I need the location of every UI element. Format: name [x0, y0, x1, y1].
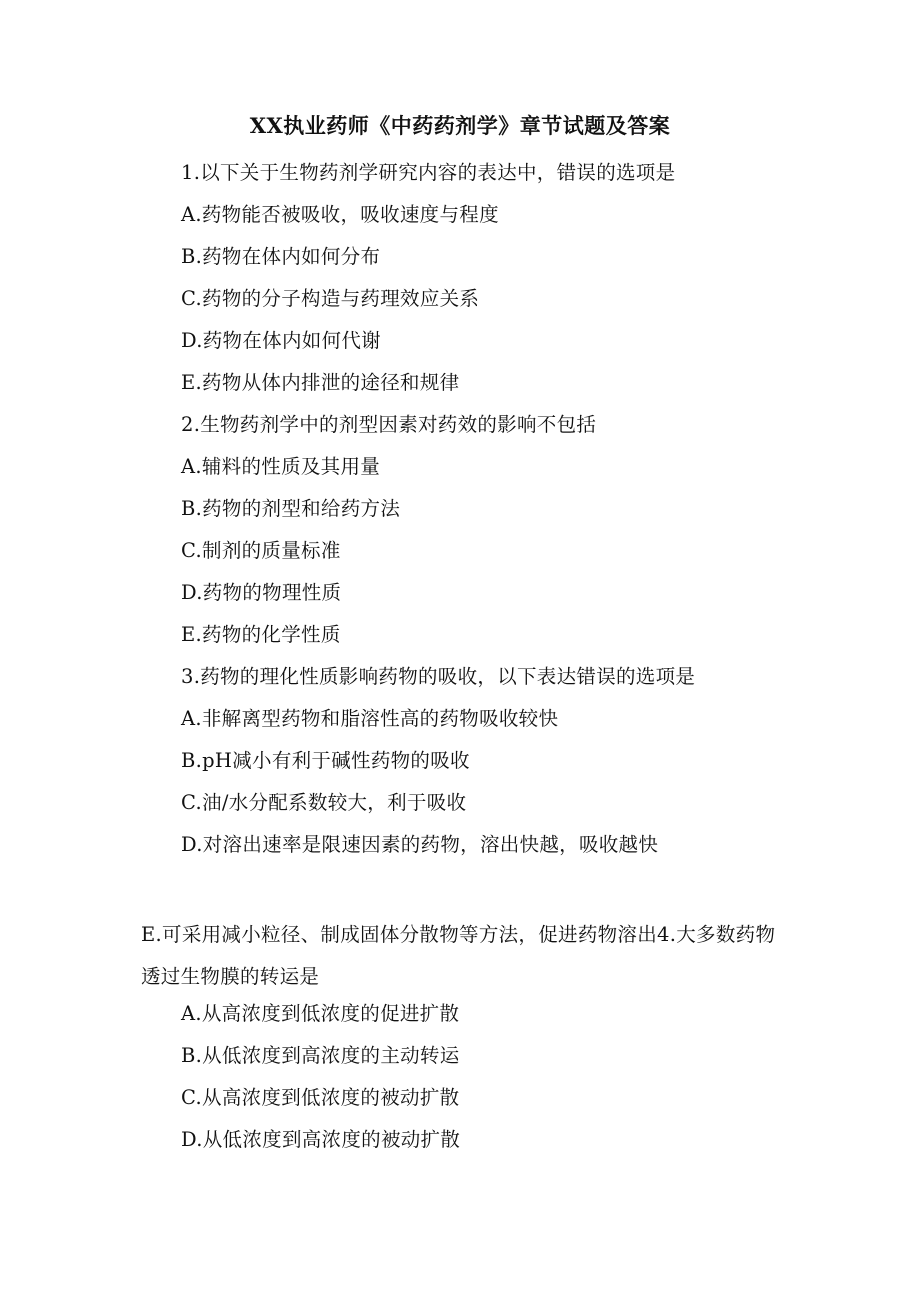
question-4-option-d: D.从低浓度到高浓度的被动扩散 — [181, 1128, 461, 1151]
question-2-option-c: C.制剂的质量标准 — [181, 539, 341, 562]
question-2-option-a: A.辅料的性质及其用量 — [181, 455, 381, 478]
question-1: 1.以下关于生物药剂学研究内容的表达中，错误的选项是 — [181, 161, 676, 184]
question-3: 3.药物的理化性质影响药物的吸收，以下表达错误的选项是 — [181, 665, 696, 688]
question-4-option-b: B.从低浓度到高浓度的主动转运 — [181, 1044, 460, 1067]
question-1-option-b: B.药物在体内如何分布 — [181, 245, 381, 268]
question-1-option-e: E.药物从体内排泄的途径和规律 — [181, 371, 460, 394]
question-2-option-d: D.药物的物理性质 — [181, 581, 342, 604]
question-2-option-e: E.药物的化学性质 — [181, 623, 341, 646]
question-1-option-d: D.药物在体内如何代谢 — [181, 329, 381, 352]
question-2-option-b: B.药物的剂型和给药方法 — [181, 497, 401, 520]
question-4-option-c: C.从高浓度到低浓度的被动扩散 — [181, 1086, 460, 1109]
question-3-option-c: C.油/水分配系数较大，利于吸收 — [181, 791, 467, 814]
question-3-option-e-and-question-4: E.可采用减小粒径、制成固体分散物等方法，促进药物溶出4.大多数药物透过生物膜的转运是 — [141, 923, 776, 988]
question-3-option-d: D.对溶出速率是限速因素的药物，溶出快越，吸收越快 — [181, 833, 659, 856]
question-1-option-c: C.药物的分子构造与药理效应关系 — [181, 287, 480, 310]
question-2: 2.生物药剂学中的剂型因素对药效的影响不包括 — [181, 413, 597, 436]
question-4-option-a: A.从高浓度到低浓度的促进扩散 — [181, 1002, 460, 1025]
question-1-option-a: A.药物能否被吸收，吸收速度与程度 — [181, 203, 499, 226]
question-3-option-b: B.pH减小有利于碱性药物的吸收 — [181, 749, 470, 772]
document-title: XX执业药师《中药药剂学》章节试题及答案 — [249, 113, 671, 138]
question-3-option-a: A.非解离型药物和脂溶性高的药物吸收较快 — [181, 707, 559, 730]
